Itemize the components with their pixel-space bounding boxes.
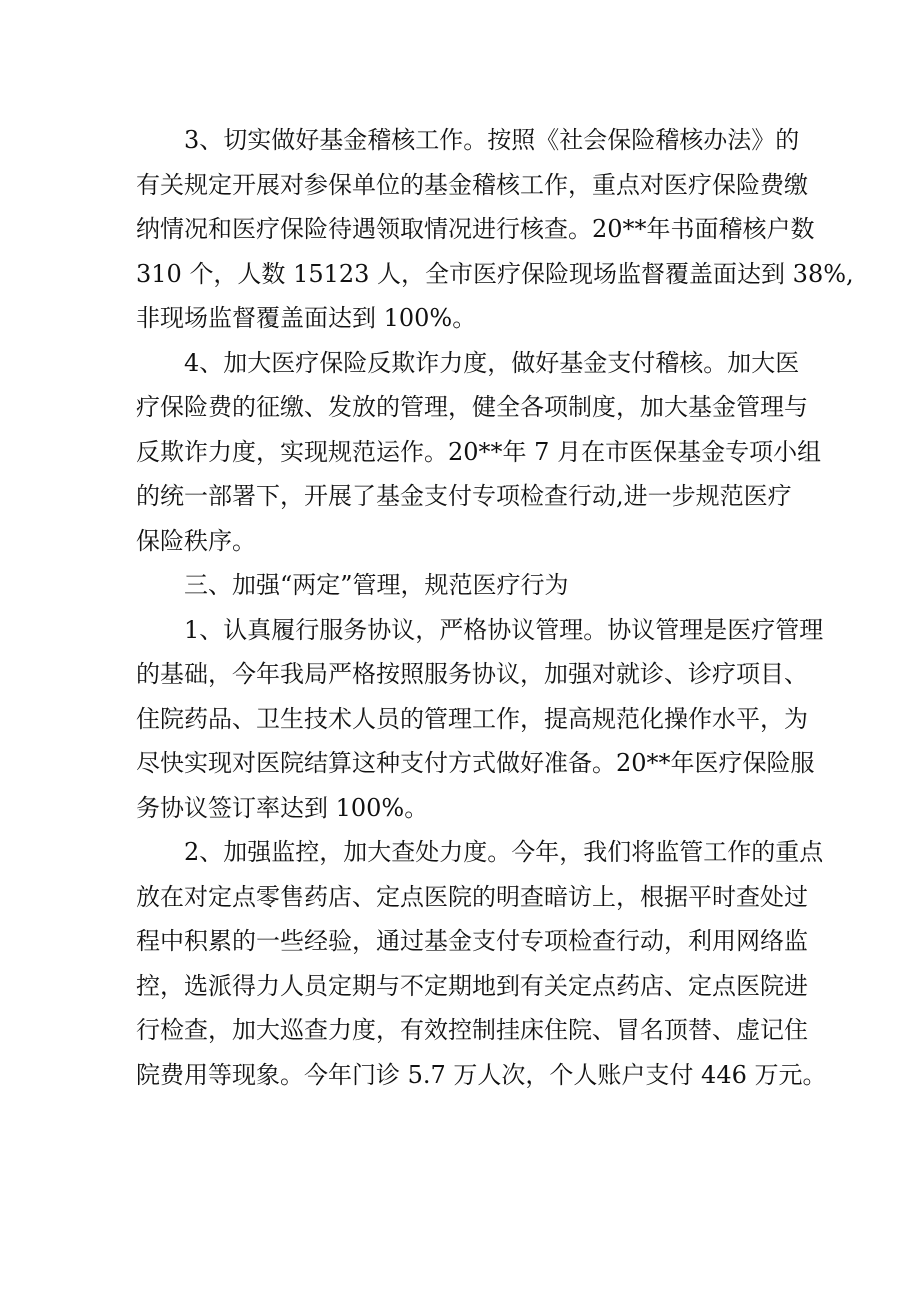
paragraph-line: 反欺诈力度，实现规范运作。20**年 7 月在市医保基金专项小组 — [136, 437, 822, 466]
paragraph-line: 纳情况和医疗保险待遇领取情况进行核查。20**年书面稽核户数 — [136, 215, 815, 243]
document-body — [136, 118, 854, 1097]
paragraph-line: 住院药品、卫生技术人员的管理工作，提高规范化操作水平，为 — [136, 704, 808, 733]
paragraph-line: 有关规定开展对参保单位的基金稽核工作，重点对医疗保险费缴 — [136, 170, 808, 199]
paragraph-line: 控，选派得力人员定期与不定期地到有关定点药店、定点医院进 — [136, 971, 808, 1000]
paragraph-fund-audit — [136, 118, 854, 341]
paragraph-line: 务协议签订率达到 100%。 — [136, 793, 429, 822]
paragraph-line: 1、认真履行服务协议，严格协议管理。协议管理是医疗管理 — [184, 615, 824, 644]
paragraph-line: 保险秩序。 — [136, 526, 256, 555]
paragraph-line: 非现场监督覆盖面达到 100%。 — [136, 304, 477, 332]
paragraph-monitoring — [136, 830, 827, 1097]
paragraph-line: 院费用等现象。今年门诊 5.7 万人次，个人账户支付 446 万元。 — [136, 1060, 827, 1089]
paragraph-line: 疗保险费的征缴、发放的管理，健全各项制度，加大基金管理与 — [136, 393, 808, 421]
paragraph-line: 4、加大医疗保险反欺诈力度，做好基金支付稽核。加大医 — [184, 348, 800, 377]
section-heading-text: 三、加强“两定”管理，规范医疗行为 — [184, 571, 569, 599]
paragraph-line: 行检查，加大巡查力度，有效控制挂床住院、冒名顶替、虚记住 — [136, 1016, 808, 1044]
paragraph-line: 310 个，人数 15123 人，全市医疗保险现场监督覆盖面达到 38%, — [136, 259, 854, 288]
paragraph-line: 尽快实现对医院结算这种支付方式做好准备。20**年医疗保险服 — [136, 749, 815, 777]
paragraph-line: 的统一部署下，开展了基金支付专项检查行动,进一步规范医疗 — [136, 482, 792, 510]
paragraph-line: 2、加强监控，加大查处力度。今年，我们将监管工作的重点 — [184, 838, 824, 866]
paragraph-line: 3、切实做好基金稽核工作。按照《社会保险稽核办法》的 — [184, 126, 800, 154]
paragraph-line: 放在对定点零售药店、定点医院的明查暗访上，根据平时查处过 — [136, 882, 808, 911]
paragraph-service-agreement — [136, 608, 824, 831]
paragraph-line: 的基础，今年我局严格按照服务协议，加强对就诊、诊疗项目、 — [136, 660, 808, 688]
paragraph-anti-fraud — [136, 341, 822, 564]
paragraph-line: 程中积累的一些经验，通过基金支付专项检查行动，利用网络监 — [136, 927, 808, 955]
section-heading — [136, 563, 786, 608]
